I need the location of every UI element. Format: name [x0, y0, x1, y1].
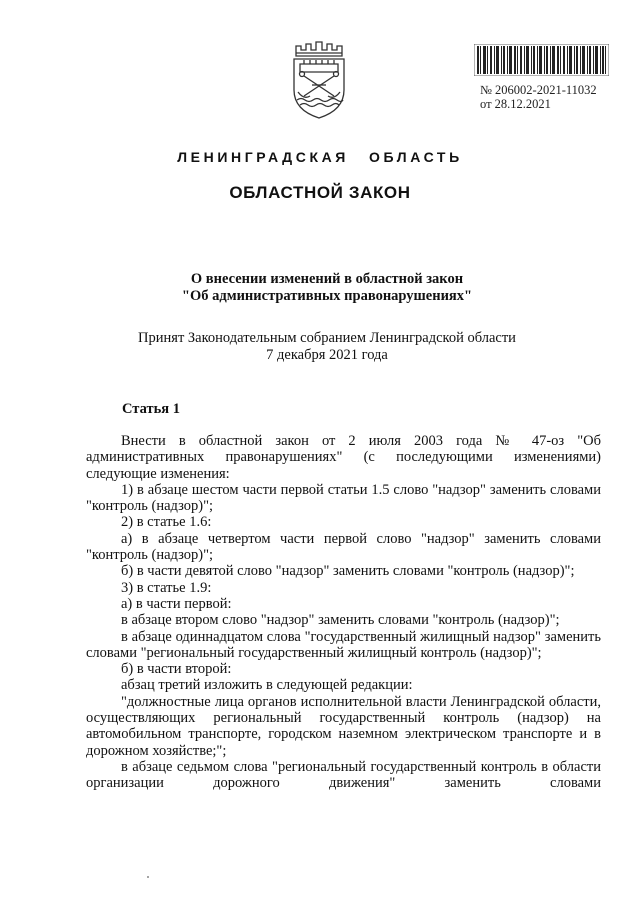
paragraph-item-3: 3) в статье 1.9:	[121, 579, 212, 596]
region-word-2: ОБЛАСТЬ	[368, 149, 463, 165]
coat-of-arms-emblem	[288, 38, 350, 120]
adoption-note	[0, 330, 640, 364]
article-body	[86, 433, 601, 792]
paragraph-item-2b: б) в части девятой слово "надзор" заменить словами "контроль (надзор)";	[121, 563, 575, 580]
registration-number: № 206002-2021-11032	[480, 83, 597, 97]
registration-date: от 28.12.2021	[480, 97, 551, 111]
paragraph-item-3a-2: в абзаце одиннадцатом слова "государственный жилищный надзор" заменить словами "региональный государственный жилищный контроль (надзор)";	[86, 628, 601, 661]
adoption-line-1: Принят Законодательным собранием Ленинградской области	[138, 330, 516, 346]
paragraph-item-3a-1: в абзаце втором слово "надзор" заменить словами "контроль (надзор)";	[121, 612, 560, 629]
paragraph-item-2a: а) в абзаце четвертом части первой слово "надзор" заменить словами "контроль (надзор)";	[86, 530, 601, 564]
law-type-heading: ОБЛАСТНОЙ ЗАКОН	[229, 183, 411, 202]
article-heading: Статья 1	[122, 401, 180, 417]
paragraph-item-3a: а) в части первой:	[121, 595, 232, 612]
barcode	[474, 44, 609, 76]
region-word-1: ЛЕНИНГРАДСКАЯ	[177, 149, 349, 165]
paragraph-item-3b: б) в части второй:	[121, 661, 232, 678]
paragraph-intro: Внести в областной закон от 2 июля 2003 года № 47-оз "Об административных правонарушениях" (с последующими изменениями) следующие изменения:	[86, 433, 601, 482]
law-title	[0, 271, 640, 305]
paragraph-item-1: 1) в абзаце шестом части первой статьи 1.5 слово "надзор" заменить словами "контроль (надзор)";	[86, 481, 601, 515]
registration-info	[480, 83, 597, 111]
adoption-line-2: 7 декабря 2021 года	[266, 347, 388, 363]
paragraph-quoted-text: "должностные лица органов исполнительной власти Ленинградской области, осуществляющих региональный государственный контроль (надзор) на автомобильном транспорте, городском наземном электрическом транспорте и в дорожном хозяйстве;";	[86, 693, 601, 759]
law-title-line-2: "Об административных правонарушениях"	[181, 288, 473, 304]
law-title-line-1: О внесении изменений в областной закон	[190, 271, 464, 287]
scan-speck	[147, 876, 149, 878]
region-heading	[0, 149, 640, 165]
paragraph-item-3b-1: абзац третий изложить в следующей редакции:	[121, 677, 413, 694]
paragraph-item-2: 2) в статье 1.6:	[121, 514, 212, 531]
paragraph-item-3b-2: в абзаце седьмом слова "региональный государственный контроль в области организации дорожного движения" заменить словами	[86, 758, 601, 792]
